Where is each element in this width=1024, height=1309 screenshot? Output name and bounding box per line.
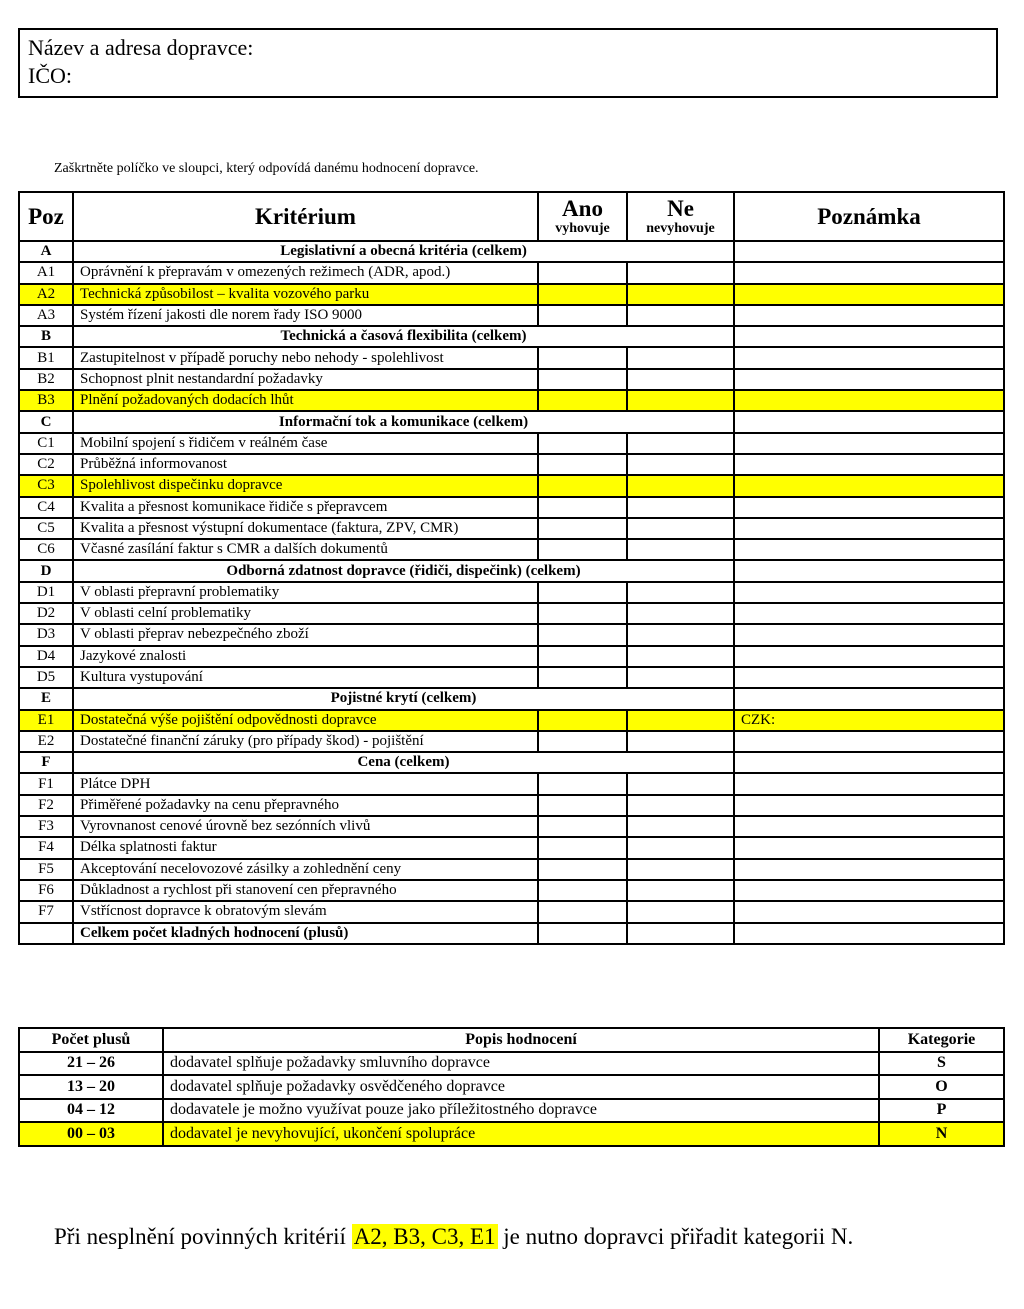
criteria-row	[19, 433, 1004, 454]
no-checkbox-cell[interactable]	[627, 816, 734, 837]
note-cell[interactable]	[734, 901, 1004, 922]
criteria-pos	[19, 923, 73, 944]
yes-checkbox-cell[interactable]	[538, 710, 627, 731]
criteria-pos: C	[19, 411, 73, 432]
criteria-text: Délka splatnosti faktur	[73, 837, 538, 858]
note-cell[interactable]	[734, 688, 1004, 709]
criteria-pos: C2	[19, 454, 73, 475]
header-count: Počet plusů	[19, 1028, 163, 1052]
no-checkbox-cell[interactable]	[627, 837, 734, 858]
footnote-mandatory-criteria: A2, B3, C3, E1	[353, 1224, 496, 1249]
criteria-group-row	[19, 752, 1004, 773]
note-cell[interactable]	[734, 752, 1004, 773]
criteria-pos: F	[19, 752, 73, 773]
no-checkbox-cell[interactable]	[627, 880, 734, 901]
criteria-row	[19, 454, 1004, 475]
criteria-row	[19, 262, 1004, 283]
rating-category: O	[879, 1075, 1004, 1099]
header-criterion: Kritérium	[73, 192, 538, 241]
criteria-total-row	[19, 923, 1004, 944]
yes-checkbox-cell[interactable]	[538, 518, 627, 539]
criteria-pos: C3	[19, 475, 73, 496]
no-checkbox-cell[interactable]	[627, 582, 734, 603]
criteria-text: Systém řízení jakosti dle norem řady ISO 9000	[73, 305, 538, 326]
note-cell[interactable]	[734, 326, 1004, 347]
note-cell[interactable]	[734, 646, 1004, 667]
no-checkbox-cell[interactable]	[627, 773, 734, 794]
yes-checkbox-cell[interactable]	[538, 284, 627, 305]
no-checkbox-cell[interactable]	[627, 710, 734, 731]
footnote	[54, 1224, 853, 1250]
rating-row	[19, 1122, 1004, 1146]
yes-checkbox-cell[interactable]	[538, 795, 627, 816]
criteria-pos: F4	[19, 837, 73, 858]
criteria-table	[18, 191, 1005, 945]
criteria-row	[19, 284, 1004, 305]
rating-range: 00 – 03	[19, 1122, 163, 1146]
yes-checkbox-cell[interactable]	[538, 582, 627, 603]
yes-checkbox-cell[interactable]	[538, 539, 627, 560]
note-cell[interactable]	[734, 560, 1004, 581]
criteria-pos: D2	[19, 603, 73, 624]
criteria-group-row	[19, 241, 1004, 262]
yes-checkbox-cell[interactable]	[538, 773, 627, 794]
criteria-pos: F6	[19, 880, 73, 901]
criteria-row	[19, 859, 1004, 880]
note-cell[interactable]	[734, 624, 1004, 645]
criteria-pos: F7	[19, 901, 73, 922]
criteria-pos: F3	[19, 816, 73, 837]
criteria-row	[19, 624, 1004, 645]
criteria-row	[19, 731, 1004, 752]
criteria-pos: A	[19, 241, 73, 262]
criteria-pos: E2	[19, 731, 73, 752]
criteria-pos: A2	[19, 284, 73, 305]
criteria-group-row	[19, 411, 1004, 432]
no-total-cell[interactable]	[627, 923, 734, 944]
yes-total-cell[interactable]	[538, 923, 627, 944]
criteria-row	[19, 773, 1004, 794]
note-cell[interactable]	[734, 347, 1004, 368]
criteria-pos: D4	[19, 646, 73, 667]
criteria-row	[19, 347, 1004, 368]
footnote-text-before: Při nesplnění povinných kritérií	[54, 1224, 352, 1249]
yes-checkbox-cell[interactable]	[538, 667, 627, 688]
criteria-group-row	[19, 326, 1004, 347]
no-checkbox-cell[interactable]	[627, 454, 734, 475]
criteria-group-row	[19, 688, 1004, 709]
criteria-row	[19, 795, 1004, 816]
criteria-row	[19, 837, 1004, 858]
note-cell[interactable]	[734, 518, 1004, 539]
criteria-pos: E1	[19, 710, 73, 731]
note-cell[interactable]	[734, 731, 1004, 752]
yes-checkbox-cell[interactable]	[538, 880, 627, 901]
yes-checkbox-cell[interactable]	[538, 859, 627, 880]
no-checkbox-cell[interactable]	[627, 347, 734, 368]
yes-checkbox-cell[interactable]	[538, 816, 627, 837]
criteria-pos: C4	[19, 497, 73, 518]
no-checkbox-cell[interactable]	[627, 305, 734, 326]
criteria-text: Schopnost plnit nestandardní požadavky	[73, 369, 538, 390]
criteria-row	[19, 646, 1004, 667]
criteria-pos: F1	[19, 773, 73, 794]
no-checkbox-cell[interactable]	[627, 859, 734, 880]
note-cell[interactable]	[734, 497, 1004, 518]
no-checkbox-cell[interactable]	[627, 433, 734, 454]
criteria-group-title: Odborná zdatnost dopravce (řidiči, dispečink) (celkem)	[73, 560, 734, 581]
header-pos: Poz	[19, 192, 73, 241]
criteria-row	[19, 305, 1004, 326]
no-checkbox-cell[interactable]	[627, 475, 734, 496]
no-checkbox-cell[interactable]	[627, 539, 734, 560]
header-yes-label: Ano	[562, 195, 603, 221]
header-no-label: Ne	[667, 195, 694, 221]
yes-checkbox-cell[interactable]	[538, 454, 627, 475]
criteria-text: V oblasti přepravní problematiky	[73, 582, 538, 603]
criteria-pos: B2	[19, 369, 73, 390]
instruction-text: Zaškrtněte políčko ve sloupci, který odpovídá danému hodnocení dopravce.	[54, 161, 479, 176]
criteria-row	[19, 603, 1004, 624]
criteria-row	[19, 518, 1004, 539]
criteria-row	[19, 901, 1004, 922]
yes-checkbox-cell[interactable]	[538, 262, 627, 283]
note-cell[interactable]	[734, 795, 1004, 816]
criteria-pos: A3	[19, 305, 73, 326]
header-note: Poznámka	[734, 192, 1004, 241]
criteria-text: Technická způsobilost – kvalita vozového parku	[73, 284, 538, 305]
yes-checkbox-cell[interactable]	[538, 646, 627, 667]
criteria-group-row	[19, 560, 1004, 581]
note-cell[interactable]	[734, 284, 1004, 305]
yes-checkbox-cell[interactable]	[538, 369, 627, 390]
rating-row	[19, 1075, 1004, 1099]
criteria-text: V oblasti přeprav nebezpečného zboží	[73, 624, 538, 645]
note-cell[interactable]	[734, 475, 1004, 496]
criteria-row	[19, 667, 1004, 688]
rating-row	[19, 1052, 1004, 1076]
criteria-row	[19, 816, 1004, 837]
no-checkbox-cell[interactable]	[627, 731, 734, 752]
no-checkbox-cell[interactable]	[627, 901, 734, 922]
note-cell[interactable]	[734, 433, 1004, 454]
rating-range: 13 – 20	[19, 1075, 163, 1099]
criteria-text: V oblasti celní problematiky	[73, 603, 538, 624]
no-checkbox-cell[interactable]	[627, 497, 734, 518]
criteria-text: Akceptování necelovozové zásilky a zohlednění ceny	[73, 859, 538, 880]
criteria-pos: B3	[19, 390, 73, 411]
criteria-text: Mobilní spojení s řidičem v reálném čase	[73, 433, 538, 454]
criteria-text: Jazykové znalosti	[73, 646, 538, 667]
header-yes	[538, 192, 627, 241]
yes-checkbox-cell[interactable]	[538, 624, 627, 645]
note-cell[interactable]: CZK:	[734, 710, 1004, 731]
header-description: Popis hodnocení	[163, 1028, 879, 1052]
note-cell[interactable]	[734, 262, 1004, 283]
no-checkbox-cell[interactable]	[627, 795, 734, 816]
rating-table	[18, 1027, 1005, 1147]
yes-checkbox-cell[interactable]	[538, 497, 627, 518]
criteria-text: Plátce DPH	[73, 773, 538, 794]
criteria-pos: A1	[19, 262, 73, 283]
yes-checkbox-cell[interactable]	[538, 901, 627, 922]
criteria-pos: D5	[19, 667, 73, 688]
criteria-row	[19, 880, 1004, 901]
no-checkbox-cell[interactable]	[627, 284, 734, 305]
criteria-group-title: Technická a časová flexibilita (celkem)	[73, 326, 734, 347]
criteria-text: Spolehlivost dispečinku dopravce	[73, 475, 538, 496]
criteria-group-title: Cena (celkem)	[73, 752, 734, 773]
note-cell[interactable]	[734, 241, 1004, 262]
criteria-text: Kvalita a přesnost komunikace řidiče s přepravcem	[73, 497, 538, 518]
no-checkbox-cell[interactable]	[627, 518, 734, 539]
carrier-info-box	[18, 28, 998, 98]
criteria-text: Zastupitelnost v případě poruchy nebo nehody - spolehlivost	[73, 347, 538, 368]
criteria-row	[19, 710, 1004, 731]
criteria-group-title: Legislativní a obecná kritéria (celkem)	[73, 241, 734, 262]
note-cell[interactable]	[734, 411, 1004, 432]
criteria-pos: B1	[19, 347, 73, 368]
criteria-text: Dostatečné finanční záruky (pro případy škod) - pojištění	[73, 731, 538, 752]
criteria-group-title: Informační tok a komunikace (celkem)	[73, 411, 734, 432]
note-cell[interactable]	[734, 390, 1004, 411]
no-checkbox-cell[interactable]	[627, 369, 734, 390]
criteria-pos: C1	[19, 433, 73, 454]
footnote-text-after: je nutno dopravci přiřadit kategorii N.	[497, 1224, 854, 1249]
note-cell[interactable]	[734, 305, 1004, 326]
criteria-text: Přiměřené požadavky na cenu přepravného	[73, 795, 538, 816]
criteria-text: Včasné zasílání faktur s CMR a dalších dokumentů	[73, 539, 538, 560]
note-cell[interactable]	[734, 816, 1004, 837]
yes-checkbox-cell[interactable]	[538, 837, 627, 858]
criteria-text: Vyrovnanost cenové úrovně bez sezónních vlivů	[73, 816, 538, 837]
criteria-group-title: Pojistné krytí (celkem)	[73, 688, 734, 709]
rating-description: dodavatele je možno využívat pouze jako příležitostného dopravce	[163, 1099, 879, 1123]
criteria-row	[19, 390, 1004, 411]
yes-checkbox-cell[interactable]	[538, 347, 627, 368]
no-checkbox-cell[interactable]	[627, 667, 734, 688]
note-cell[interactable]	[734, 539, 1004, 560]
rating-range: 21 – 26	[19, 1052, 163, 1076]
yes-checkbox-cell[interactable]	[538, 305, 627, 326]
criteria-pos: B	[19, 326, 73, 347]
criteria-pos: D3	[19, 624, 73, 645]
criteria-text: Dostatečná výše pojištění odpovědnosti dopravce	[73, 710, 538, 731]
criteria-pos: D1	[19, 582, 73, 603]
criteria-pos: F2	[19, 795, 73, 816]
note-cell[interactable]	[734, 667, 1004, 688]
rating-header-row	[19, 1028, 1004, 1052]
criteria-text: Kultura vystupování	[73, 667, 538, 688]
criteria-row	[19, 582, 1004, 603]
rating-row	[19, 1099, 1004, 1123]
note-cell[interactable]	[734, 880, 1004, 901]
criteria-pos: C6	[19, 539, 73, 560]
yes-checkbox-cell[interactable]	[538, 731, 627, 752]
note-cell[interactable]	[734, 859, 1004, 880]
header-yes-sublabel: vyhovuje	[555, 220, 610, 236]
criteria-header-row	[19, 192, 1004, 241]
rating-category: S	[879, 1052, 1004, 1076]
criteria-pos: E	[19, 688, 73, 709]
criteria-total-label: Celkem počet kladných hodnocení (plusů)	[73, 923, 538, 944]
criteria-text: Kvalita a přesnost výstupní dokumentace (faktura, ZPV, CMR)	[73, 518, 538, 539]
yes-checkbox-cell[interactable]	[538, 433, 627, 454]
no-checkbox-cell[interactable]	[627, 603, 734, 624]
rating-description: dodavatel splňuje požadavky osvědčeného dopravce	[163, 1075, 879, 1099]
no-checkbox-cell[interactable]	[627, 390, 734, 411]
criteria-text: Oprávnění k přepravám v omezených režimech (ADR, apod.)	[73, 262, 538, 283]
criteria-pos: D	[19, 560, 73, 581]
criteria-row	[19, 369, 1004, 390]
rating-range: 04 – 12	[19, 1099, 163, 1123]
no-checkbox-cell[interactable]	[627, 262, 734, 283]
criteria-row	[19, 539, 1004, 560]
rating-description: dodavatel splňuje požadavky smluvního dopravce	[163, 1052, 879, 1076]
note-cell[interactable]	[734, 369, 1004, 390]
criteria-row	[19, 497, 1004, 518]
rating-category: P	[879, 1099, 1004, 1123]
yes-checkbox-cell[interactable]	[538, 390, 627, 411]
note-cell[interactable]	[734, 454, 1004, 475]
no-checkbox-cell[interactable]	[627, 624, 734, 645]
yes-checkbox-cell[interactable]	[538, 475, 627, 496]
header-category: Kategorie	[879, 1028, 1004, 1052]
criteria-text: Plnění požadovaných dodacích lhůt	[73, 390, 538, 411]
header-no-sublabel: nevyhovuje	[646, 220, 715, 236]
criteria-text: Průběžná informovanost	[73, 454, 538, 475]
note-cell[interactable]	[734, 773, 1004, 794]
carrier-name-address-label: Název a adresa dopravce:	[28, 35, 254, 60]
criteria-pos: C5	[19, 518, 73, 539]
criteria-text: Vstřícnost dopravce k obratovým slevám	[73, 901, 538, 922]
criteria-row	[19, 475, 1004, 496]
yes-checkbox-cell[interactable]	[538, 603, 627, 624]
criteria-text: Důkladnost a rychlost při stanovení cen přepravného	[73, 880, 538, 901]
note-cell[interactable]	[734, 582, 1004, 603]
criteria-pos: F5	[19, 859, 73, 880]
no-checkbox-cell[interactable]	[627, 646, 734, 667]
header-no	[627, 192, 734, 241]
note-cell[interactable]	[734, 603, 1004, 624]
company-id-label: IČO:	[28, 63, 72, 88]
rating-description: dodavatel je nevyhovující, ukončení spolupráce	[163, 1122, 879, 1146]
rating-category: N	[879, 1122, 1004, 1146]
note-cell[interactable]	[734, 837, 1004, 858]
note-cell[interactable]	[734, 923, 1004, 944]
